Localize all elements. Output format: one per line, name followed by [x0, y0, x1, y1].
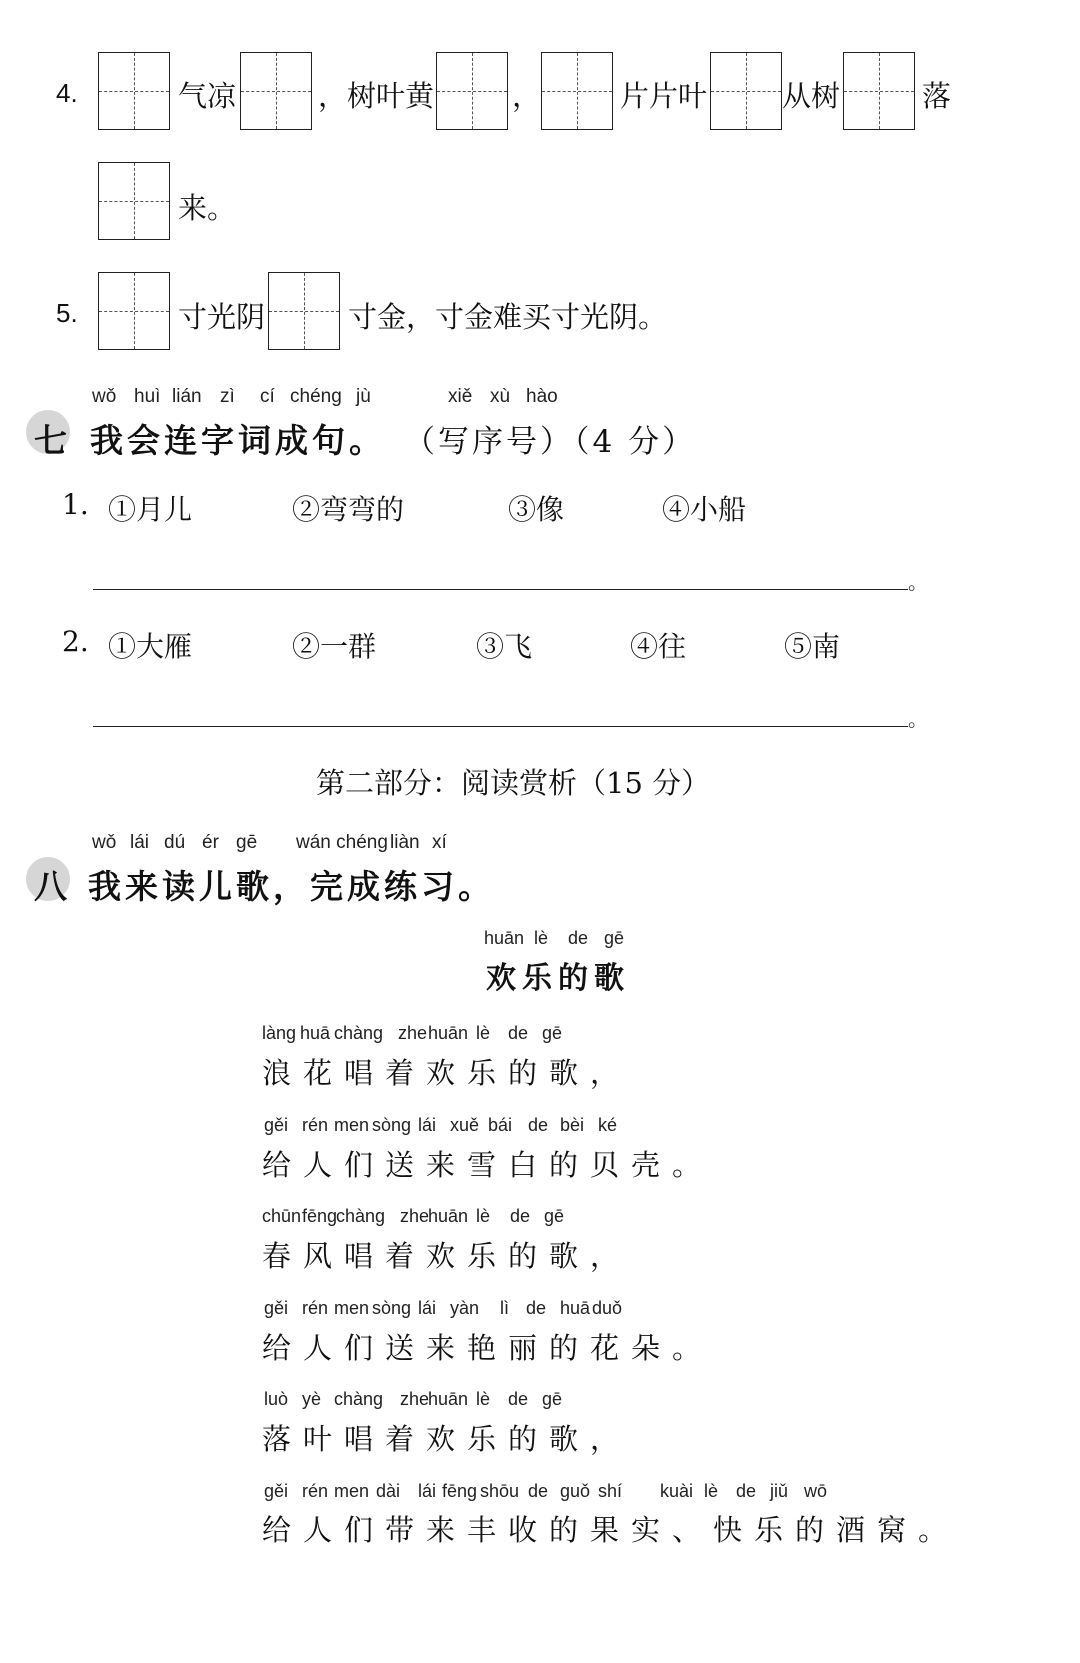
- s7-q1-answer-line[interactable]: [93, 589, 908, 590]
- s7-q2-option-4: ④往: [630, 630, 687, 663]
- poem-line-4: 给人们送来艳丽的花朵。: [262, 1331, 714, 1365]
- answer-box-4-5[interactable]: [710, 52, 782, 130]
- section-7-title: 我会连字词成句。: [90, 421, 386, 460]
- section-7-note: （写序号）（4 分）: [404, 424, 697, 460]
- question-4-text-1: 气凉: [178, 79, 237, 113]
- s7-q2-period: 。: [908, 707, 928, 731]
- question-4-text-6: 落: [922, 79, 952, 113]
- s7-q1-option-3: ③像: [508, 493, 565, 526]
- answer-box-4-3[interactable]: [436, 52, 508, 130]
- s7-q2-option-3: ③飞: [476, 630, 533, 663]
- poem-line-1: 浪花唱着欢乐的歌，: [262, 1056, 632, 1090]
- question-5-number: 5.: [56, 298, 78, 328]
- s7-q2-option-1: ①大雁: [108, 630, 193, 663]
- answer-box-4-6[interactable]: [843, 52, 915, 130]
- s7-q1-option-1: ①月儿: [108, 493, 193, 526]
- s7-q2-option-2: ②一群: [292, 630, 377, 663]
- question-4-text-7: 来。: [178, 191, 237, 225]
- answer-box-4-2[interactable]: [240, 52, 312, 130]
- poem-line-3: 春风唱着欢乐的歌，: [262, 1239, 632, 1273]
- s7-q1-option-2: ②弯弯的: [292, 493, 405, 526]
- question-5-text-1: 寸光阴: [178, 300, 266, 334]
- s7-q1-period: 。: [908, 570, 928, 594]
- section-8-badge: 八: [34, 867, 67, 906]
- s7-q2-answer-line[interactable]: [93, 726, 908, 727]
- answer-box-4-4[interactable]: [541, 52, 613, 130]
- poem-line-6: 给人们带来丰收的果实、快乐的酒窝。: [262, 1513, 960, 1547]
- question-4-text-4: 片片叶: [620, 79, 708, 113]
- section-7-badge: 七: [34, 421, 67, 460]
- answer-box-5-2[interactable]: [268, 272, 340, 350]
- s7-q1-option-4: ④小船: [662, 493, 747, 526]
- section-8-title: 我来读儿歌，完成练习。: [88, 867, 495, 906]
- poem-line-5: 落叶唱着欢乐的歌，: [262, 1422, 632, 1456]
- poem-line-2: 给人们送来雪白的贝壳。: [262, 1148, 714, 1182]
- s7-q2-option-5: ⑤南: [784, 630, 841, 663]
- question-4-text-3: ，: [512, 79, 542, 113]
- question-4-text-2: ，树叶黄: [318, 79, 435, 113]
- part-2-heading: 第二部分：阅读赏析（15 分）: [316, 766, 711, 800]
- answer-box-5-1[interactable]: [98, 272, 170, 350]
- answer-box-4-7[interactable]: [98, 162, 170, 240]
- poem-title: 欢乐的歌: [486, 961, 630, 996]
- question-4-number: 4.: [56, 78, 78, 108]
- question-5-text-2: 寸金，寸金难买寸光阴。: [348, 300, 668, 334]
- question-4-text-5: 从树: [782, 79, 841, 113]
- s7-q2-number: 2.: [62, 625, 89, 658]
- answer-box-4-1[interactable]: [98, 52, 170, 130]
- s7-q1-number: 1.: [62, 488, 89, 521]
